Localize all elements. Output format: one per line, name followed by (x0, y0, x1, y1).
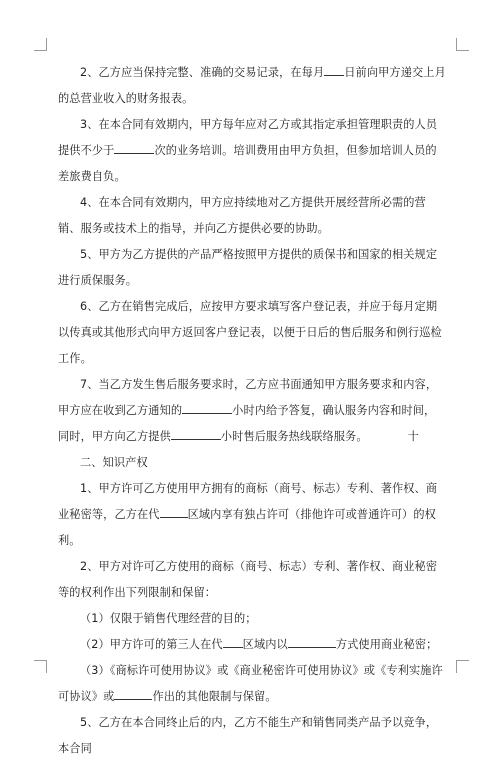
fill-blank[interactable] (160, 506, 188, 518)
paragraph-3 (58, 112, 446, 190)
fill-blank[interactable] (182, 402, 232, 414)
paragraph-text: 区域内享有独占许可（排他许可或普通许可）的权利。 (58, 508, 436, 547)
paragraph-ip-2: 2、甲方对许可乙方使用的商标（商号、标志）专利、著作权、商业秘密等的权利作出下列限制和保留： (58, 560, 438, 599)
list-item-3 (58, 658, 446, 710)
paragraph-text: 作出的其他限制与保留。 (152, 690, 277, 703)
paragraph-text: 3、在本合同有效期内，甲方每年应对乙方或其指定承担管理职责的人员提供不少于 (58, 118, 438, 157)
crop-mark-bottom-right (456, 660, 469, 673)
fill-blank[interactable] (288, 636, 336, 648)
crop-mark-top-right (456, 38, 469, 51)
crop-mark-bottom-left (34, 660, 47, 673)
fill-blank[interactable] (171, 428, 221, 440)
paragraph-text: （3）《商标许可使用协议》或《商业秘密许可使用协议》或《专利实施许可协议》或 (58, 664, 443, 703)
cross-mark: 十 (407, 430, 419, 443)
paragraph-text: 2、乙方应当保持完整、准确的交易记录，在每月 (80, 66, 325, 79)
paragraph-text: 1、甲方许可乙方使用甲方拥有的商标（商号、标志）专利、著作权、商业秘密等，乙方在代 (58, 482, 438, 521)
paragraph-4: 4、在本合同有效期内，甲方应持续地对乙方提供开展经营所必需的营销、服务或技术上的指导，并向乙方提供必要的协助。 (58, 196, 426, 235)
fill-blank[interactable] (223, 636, 243, 648)
paragraph-5: 5、甲方为乙方提供的产品严格按照甲方提供的质保书和国家的相关规定进行质保服务。 (58, 248, 438, 287)
paragraph-2 (58, 60, 446, 112)
fill-blank[interactable] (114, 688, 152, 700)
fill-blank[interactable] (114, 142, 154, 154)
paragraph-text: 7、当乙方发生售后服务要求时，乙方应书面通知甲方服务要求和内容，甲方应在收到乙方通知的 (58, 378, 438, 417)
paragraph-ip-5: 5、乙方在本合同终止后的内，乙方不能生产和销售同类产品予以竞争，本合同 (58, 716, 438, 755)
paragraph-text: （2）甲方许可的第三人在代 (80, 638, 223, 651)
list-item-2 (58, 632, 446, 658)
document-body (58, 60, 446, 762)
fill-blank[interactable] (324, 64, 344, 76)
paragraph-ip-1 (58, 476, 446, 554)
paragraph-text: 小时售后服务热线联络服务。 (220, 430, 368, 443)
paragraph-text: 方式使用商业秘密； (335, 638, 438, 651)
paragraph-6: 6、乙方在销售完成后，应按甲方要求填写客户登记表，并应于每月定期以传真或其他形式向甲方返回客户登记表，以便于日后的售后服务和例行巡检工作。 (58, 300, 442, 365)
paragraph-7 (58, 372, 446, 450)
crop-mark-top-left (34, 38, 47, 51)
paragraph-text: 次的业务培训。培训费用由甲方负担，但参加培训人员的差旅费自负。 (58, 144, 437, 183)
section-heading-ip: 二、知识产权 (80, 456, 148, 469)
paragraph-text: 区域内以 (242, 638, 288, 651)
paragraph-text: 小时内给予答复，确认服务内容和时间，同时，甲方向乙方提供 (58, 404, 436, 443)
paragraph-text: 日前向甲方递交上月的总营业收入的财务报表。 (58, 66, 446, 105)
list-item-1: （1）仅限于销售代理经营的目的； (80, 612, 257, 625)
